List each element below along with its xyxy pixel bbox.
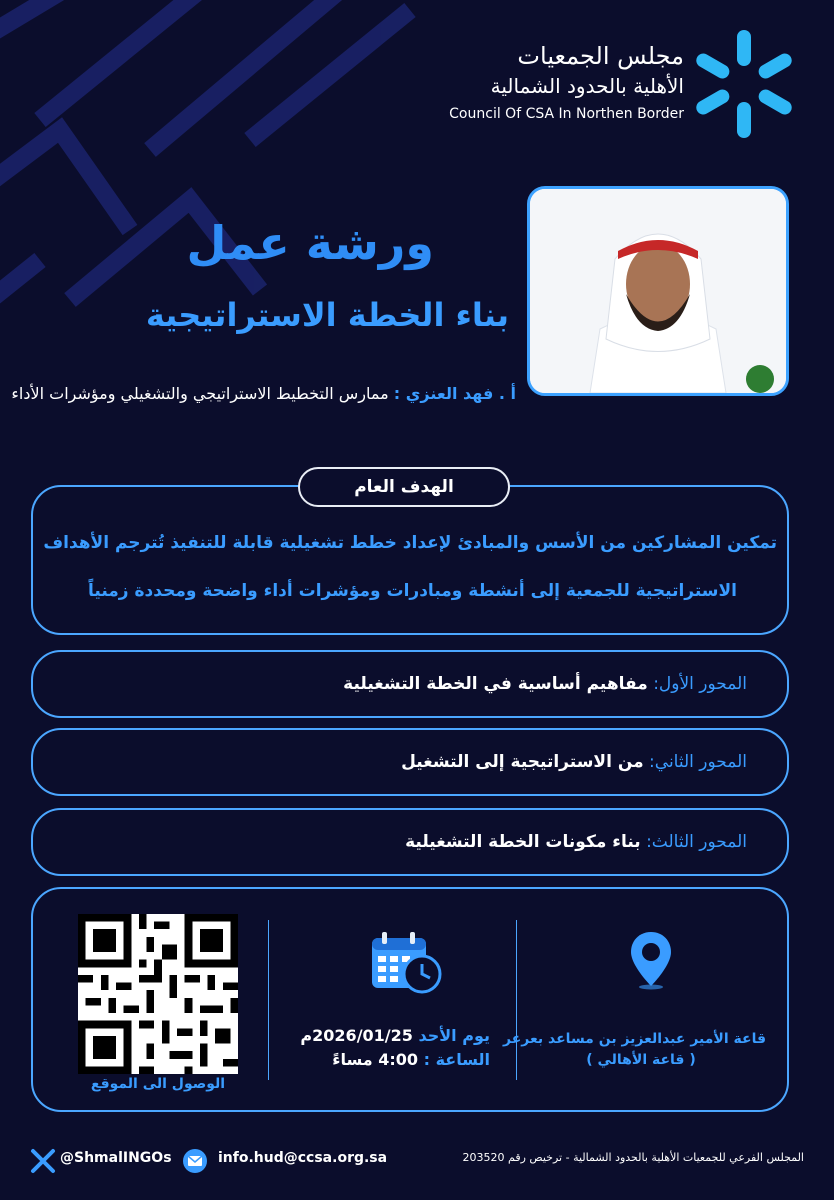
speaker-name: أ . فهد العنزي : xyxy=(393,384,516,403)
axis-row xyxy=(405,810,747,874)
event-date: 2026/01/25م xyxy=(300,1026,413,1045)
mail-icon xyxy=(181,1148,209,1174)
time-row xyxy=(332,1050,490,1069)
axis-box-2 xyxy=(31,728,789,796)
axis-value: من الاستراتيجية إلى التشغيل xyxy=(401,752,644,772)
axis-box-1 xyxy=(31,650,789,718)
footer xyxy=(0,1140,834,1180)
event-subtitle: بناء الخطة الاستراتيجية xyxy=(145,296,509,334)
speaker-info xyxy=(11,384,516,403)
speaker-photo xyxy=(527,186,789,396)
date-row xyxy=(300,1026,490,1045)
axis-value: بناء مكونات الخطة التشغيلية xyxy=(405,832,641,852)
logo-text-english: Council Of CSA In Northen Border xyxy=(449,106,684,122)
axis-label: المحور الثالث: xyxy=(646,832,747,852)
goal-text-line-1: تمكين المشاركين من الأسس والمبادئ لإعداد خطط تشغيلية قابلة للتنفيذ تُترجم الأهداف xyxy=(43,533,777,553)
email-link[interactable]: info.hud@ccsa.org.sa xyxy=(218,1150,388,1166)
logo-text-arabic-1: مجلس الجمعيات xyxy=(517,42,684,70)
event-time: 4:00 مساءً xyxy=(332,1050,419,1069)
social-handle[interactable]: @ShmalINGOs xyxy=(60,1150,172,1166)
divider xyxy=(268,920,269,1080)
day-label: يوم الأحد xyxy=(418,1026,490,1045)
location-name: قاعة الأمير عبدالعزيز بن مساعد بعرعر xyxy=(503,1031,766,1047)
event-title: ورشة عمل xyxy=(186,216,434,270)
goal-box xyxy=(31,485,789,635)
time-label: الساعة : xyxy=(423,1050,490,1069)
calendar-clock-icon xyxy=(370,930,442,994)
qr-caption: الوصول الى الموقع xyxy=(90,1076,226,1092)
axis-row xyxy=(401,730,747,794)
qr-code[interactable] xyxy=(78,914,238,1074)
council-logo xyxy=(434,30,794,140)
license-text: المجلس الفرعي للجمعيات الأهلية بالحدود الشمالية - ترخيص رقم 203520 xyxy=(462,1151,804,1164)
axis-row xyxy=(343,652,747,716)
axis-label: المحور الثاني: xyxy=(649,752,747,772)
axis-box-3 xyxy=(31,808,789,876)
location-hall: ( قاعة الأهالي ) xyxy=(586,1052,696,1068)
decorative-pattern xyxy=(0,0,420,320)
asterisk-logo-icon xyxy=(694,30,794,140)
speaker-role: ممارس التخطيط الاستراتيجي والتشغيلي ومؤشرات الأداء xyxy=(11,384,389,403)
location-pin-icon xyxy=(627,930,675,990)
goal-heading: الهدف العام xyxy=(298,467,510,507)
axis-label: المحور الأول: xyxy=(653,674,747,694)
goal-text-line-2: الاستراتيجية للجمعية إلى أنشطة ومبادرات ومؤشرات أداء واضحة ومحددة زمنياً xyxy=(88,581,737,601)
speaker-portrait xyxy=(530,189,786,393)
x-logo-icon[interactable] xyxy=(30,1148,56,1174)
logo-text-arabic-2: الأهلية بالحدود الشمالية xyxy=(490,74,684,98)
axis-value: مفاهيم أساسية في الخطة التشغيلية xyxy=(343,674,648,694)
